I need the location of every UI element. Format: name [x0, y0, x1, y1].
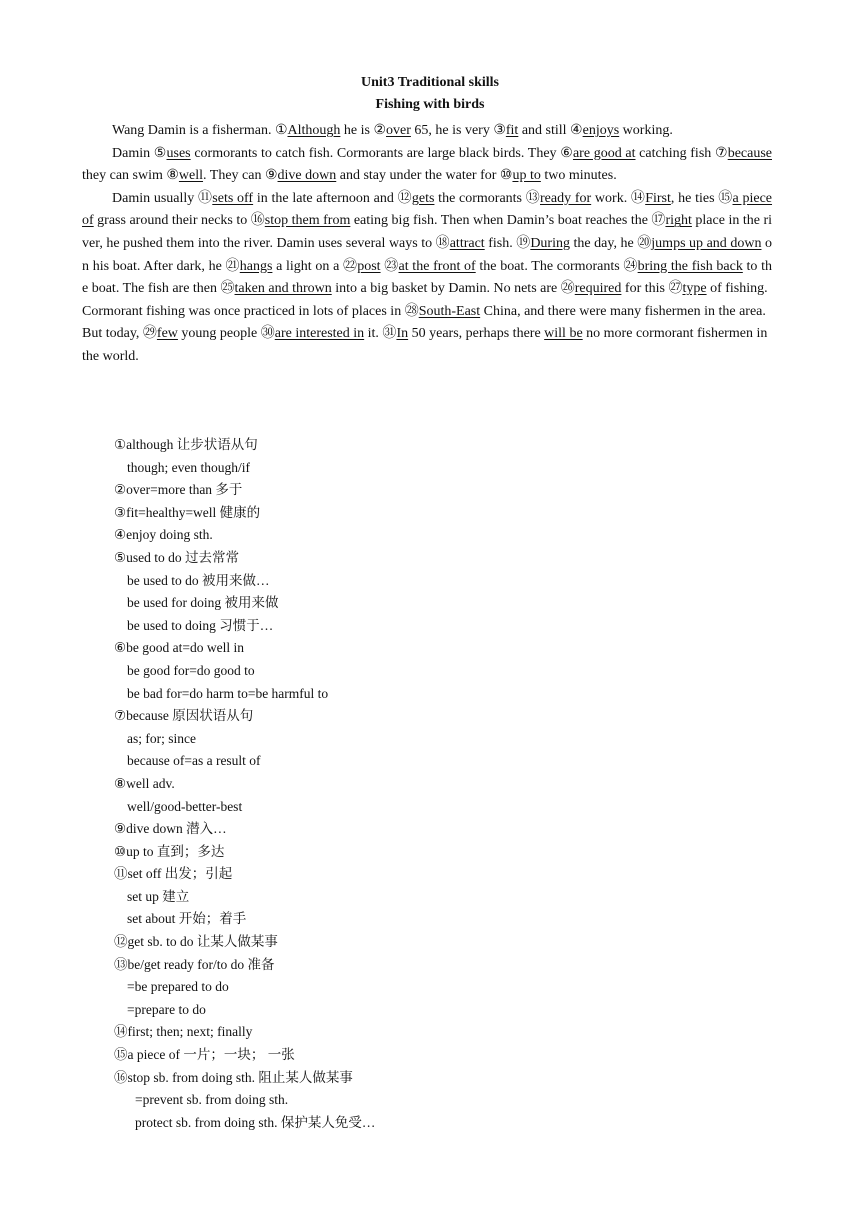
key-phrase: a piece of: [82, 190, 773, 229]
key-phrase: post: [357, 258, 381, 274]
note-line: protect sb. from doing sth. 保护某人免受…: [135, 1114, 376, 1130]
key-phrase: stop them from: [264, 213, 351, 229]
key-phrase: at the front of: [398, 258, 476, 274]
note-line: ⑤used to do 过去常常: [114, 549, 239, 565]
key-phrase: are good at: [572, 145, 636, 161]
note-line: ⑫get sb. to do 让某人做某事: [114, 934, 278, 950]
note-line: ⑥be good at=do well in: [114, 640, 244, 656]
note-line: =be prepared to do: [127, 979, 229, 995]
note-line: ⑩up to 直到；多达: [114, 843, 225, 859]
key-phrase: well: [178, 168, 204, 184]
passage-text: Damin usually ⑪: [112, 190, 213, 206]
note-line: be used to doing 习惯于…: [127, 617, 274, 633]
note-line: well/good-better-best: [127, 798, 243, 814]
note-line: ④enjoy doing sth.: [114, 527, 213, 543]
key-phrase: right: [665, 213, 692, 229]
passage-paragraph-2: [82, 143, 772, 188]
note-line: ⑧well adv.: [114, 775, 175, 791]
key-phrase: sets off: [212, 190, 254, 206]
note-line: ⑨dive down 潜入…: [114, 821, 227, 837]
note-line: ⑭first; then; next; finally: [114, 1024, 253, 1040]
passage-paragraph-1: [82, 120, 772, 143]
note-line: =prevent sb. from doing sth.: [135, 1092, 289, 1108]
passage-text: the cormorants ⑬: [434, 190, 540, 206]
key-phrase: gets: [411, 190, 435, 206]
key-phrase: up to: [512, 168, 541, 184]
key-phrase: over: [386, 123, 411, 138]
key-phrase: taken and thrown: [234, 281, 332, 297]
passage-text: it. ㉛: [364, 326, 397, 342]
passage-text: fish. ⑲: [484, 235, 531, 251]
key-phrase: During: [530, 235, 570, 251]
key-phrase: attract: [449, 235, 485, 251]
passage-text: the boat. The cormorants ㉔: [475, 258, 638, 274]
note-line: ⑪set off 出发；引起: [114, 866, 233, 882]
key-phrase: required: [574, 281, 622, 297]
passage-text: no more cormorant fishermen in the world.: [82, 326, 768, 364]
passage-text: 65, he is very ③: [410, 123, 506, 138]
note-line: ②over=more than 多于: [114, 482, 243, 498]
passage-text: cormorants to catch fish. Cormorants are large black birds. They ⑥: [190, 145, 573, 161]
passage-text: and stay under the water for ⑩: [336, 168, 513, 184]
note-line: as; for; since: [127, 730, 196, 746]
passage-text: for this ㉗: [621, 281, 683, 297]
note-line: ⑦because 原因状语从句: [114, 708, 254, 724]
key-phrase: ready for: [540, 190, 592, 206]
passage-paragraph-4: [82, 301, 772, 369]
passage-text: Wang Damin is a fisherman. ①: [112, 123, 288, 138]
key-phrase: fit: [505, 123, 519, 138]
key-phrase: uses: [166, 145, 191, 161]
note-line: because of=as a result of: [127, 753, 261, 769]
lesson-subtitle: Fishing with birds: [375, 97, 485, 112]
note-line: ⑯stop sb. from doing sth. 阻止某人做某事: [114, 1069, 353, 1085]
passage-text: into a big basket by Damin. No nets are ㉖: [331, 281, 575, 297]
passage-text: ㉓: [380, 258, 399, 274]
passage-text: two minutes.: [540, 168, 617, 184]
key-phrase: Although: [287, 123, 341, 138]
passage-text: a light on a ㉒: [272, 258, 358, 274]
key-phrase: hangs: [239, 258, 273, 274]
key-phrase: jumps up and down: [651, 235, 762, 251]
key-phrase: because: [727, 145, 772, 161]
key-phrase: are interested in: [274, 326, 365, 342]
passage-text: they can swim ⑧: [82, 168, 179, 184]
passage-text: place in the river, he pushed them into the river. Damin uses several ways to ⑱: [82, 213, 773, 251]
reading-passage: [82, 120, 772, 369]
note-line: set about 开始；着手: [127, 911, 247, 927]
passage-text: Damin ⑤: [112, 145, 167, 161]
key-phrase: will be: [544, 326, 583, 342]
note-line: be used to do 被用来做…: [127, 572, 270, 588]
note-line: be good for=do good to: [127, 662, 255, 678]
key-phrase: dive down: [277, 168, 337, 184]
note-line: ⑬be/get ready for/to do 准备: [114, 956, 275, 972]
key-phrase: First: [645, 190, 671, 206]
passage-text: Cormorant fishing was once practiced in lots of places in ㉘: [82, 303, 419, 319]
note-line: though; even though/if: [127, 459, 250, 475]
key-phrase: bring the fish back: [637, 258, 743, 274]
key-phrase: South-East: [418, 303, 481, 319]
note-line: ③fit=healthy=well 健康的: [114, 504, 261, 520]
key-phrase: few: [156, 326, 178, 342]
passage-text: . They can ⑨: [203, 168, 278, 184]
passage-text: work. ⑭: [591, 190, 646, 206]
passage-text: grass around their necks to ⑯: [93, 213, 265, 229]
passage-text: catching fish ⑦: [635, 145, 728, 161]
note-line: be used for doing 被用来做: [127, 595, 279, 611]
passage-text: working.: [619, 123, 673, 138]
passage-text: China, and there were many fishermen in the area. But today, ㉙: [82, 303, 766, 342]
note-line: =prepare to do: [127, 1001, 206, 1017]
passage-text: the day, he ⑳: [569, 235, 652, 251]
passage-text: on his boat. After dark, he ㉑: [82, 235, 773, 274]
passage-text: in the late afternoon and ⑫: [253, 190, 412, 206]
passage-text: 50 years, perhaps there: [408, 326, 545, 342]
passage-text: , he ties ⑮: [670, 190, 733, 206]
note-line: set up 建立: [127, 888, 190, 904]
passage-text: he is ②: [340, 123, 386, 138]
unit-title: Unit3 Traditional skills: [361, 75, 499, 90]
passage-text: young people ㉚: [177, 326, 275, 342]
passage-text: and still ④: [518, 123, 583, 138]
vocabulary-notes: [114, 434, 674, 1134]
passage-text: of fishing.: [706, 281, 768, 297]
passage-text: to the boat. The fish are then ㉕: [82, 258, 773, 297]
note-line: be bad for=do harm to=be harmful to: [127, 685, 329, 701]
key-phrase: In: [396, 326, 409, 342]
note-line: ⑮a piece of 一片；一块； 一张: [114, 1047, 295, 1063]
key-phrase: type: [682, 281, 707, 297]
passage-text: eating big fish. Then when Damin’s boat reaches the ⑰: [350, 213, 666, 229]
note-line: ①although 让步状语从句: [114, 437, 258, 452]
key-phrase: enjoys: [582, 123, 620, 138]
passage-paragraph-3: [82, 188, 772, 301]
